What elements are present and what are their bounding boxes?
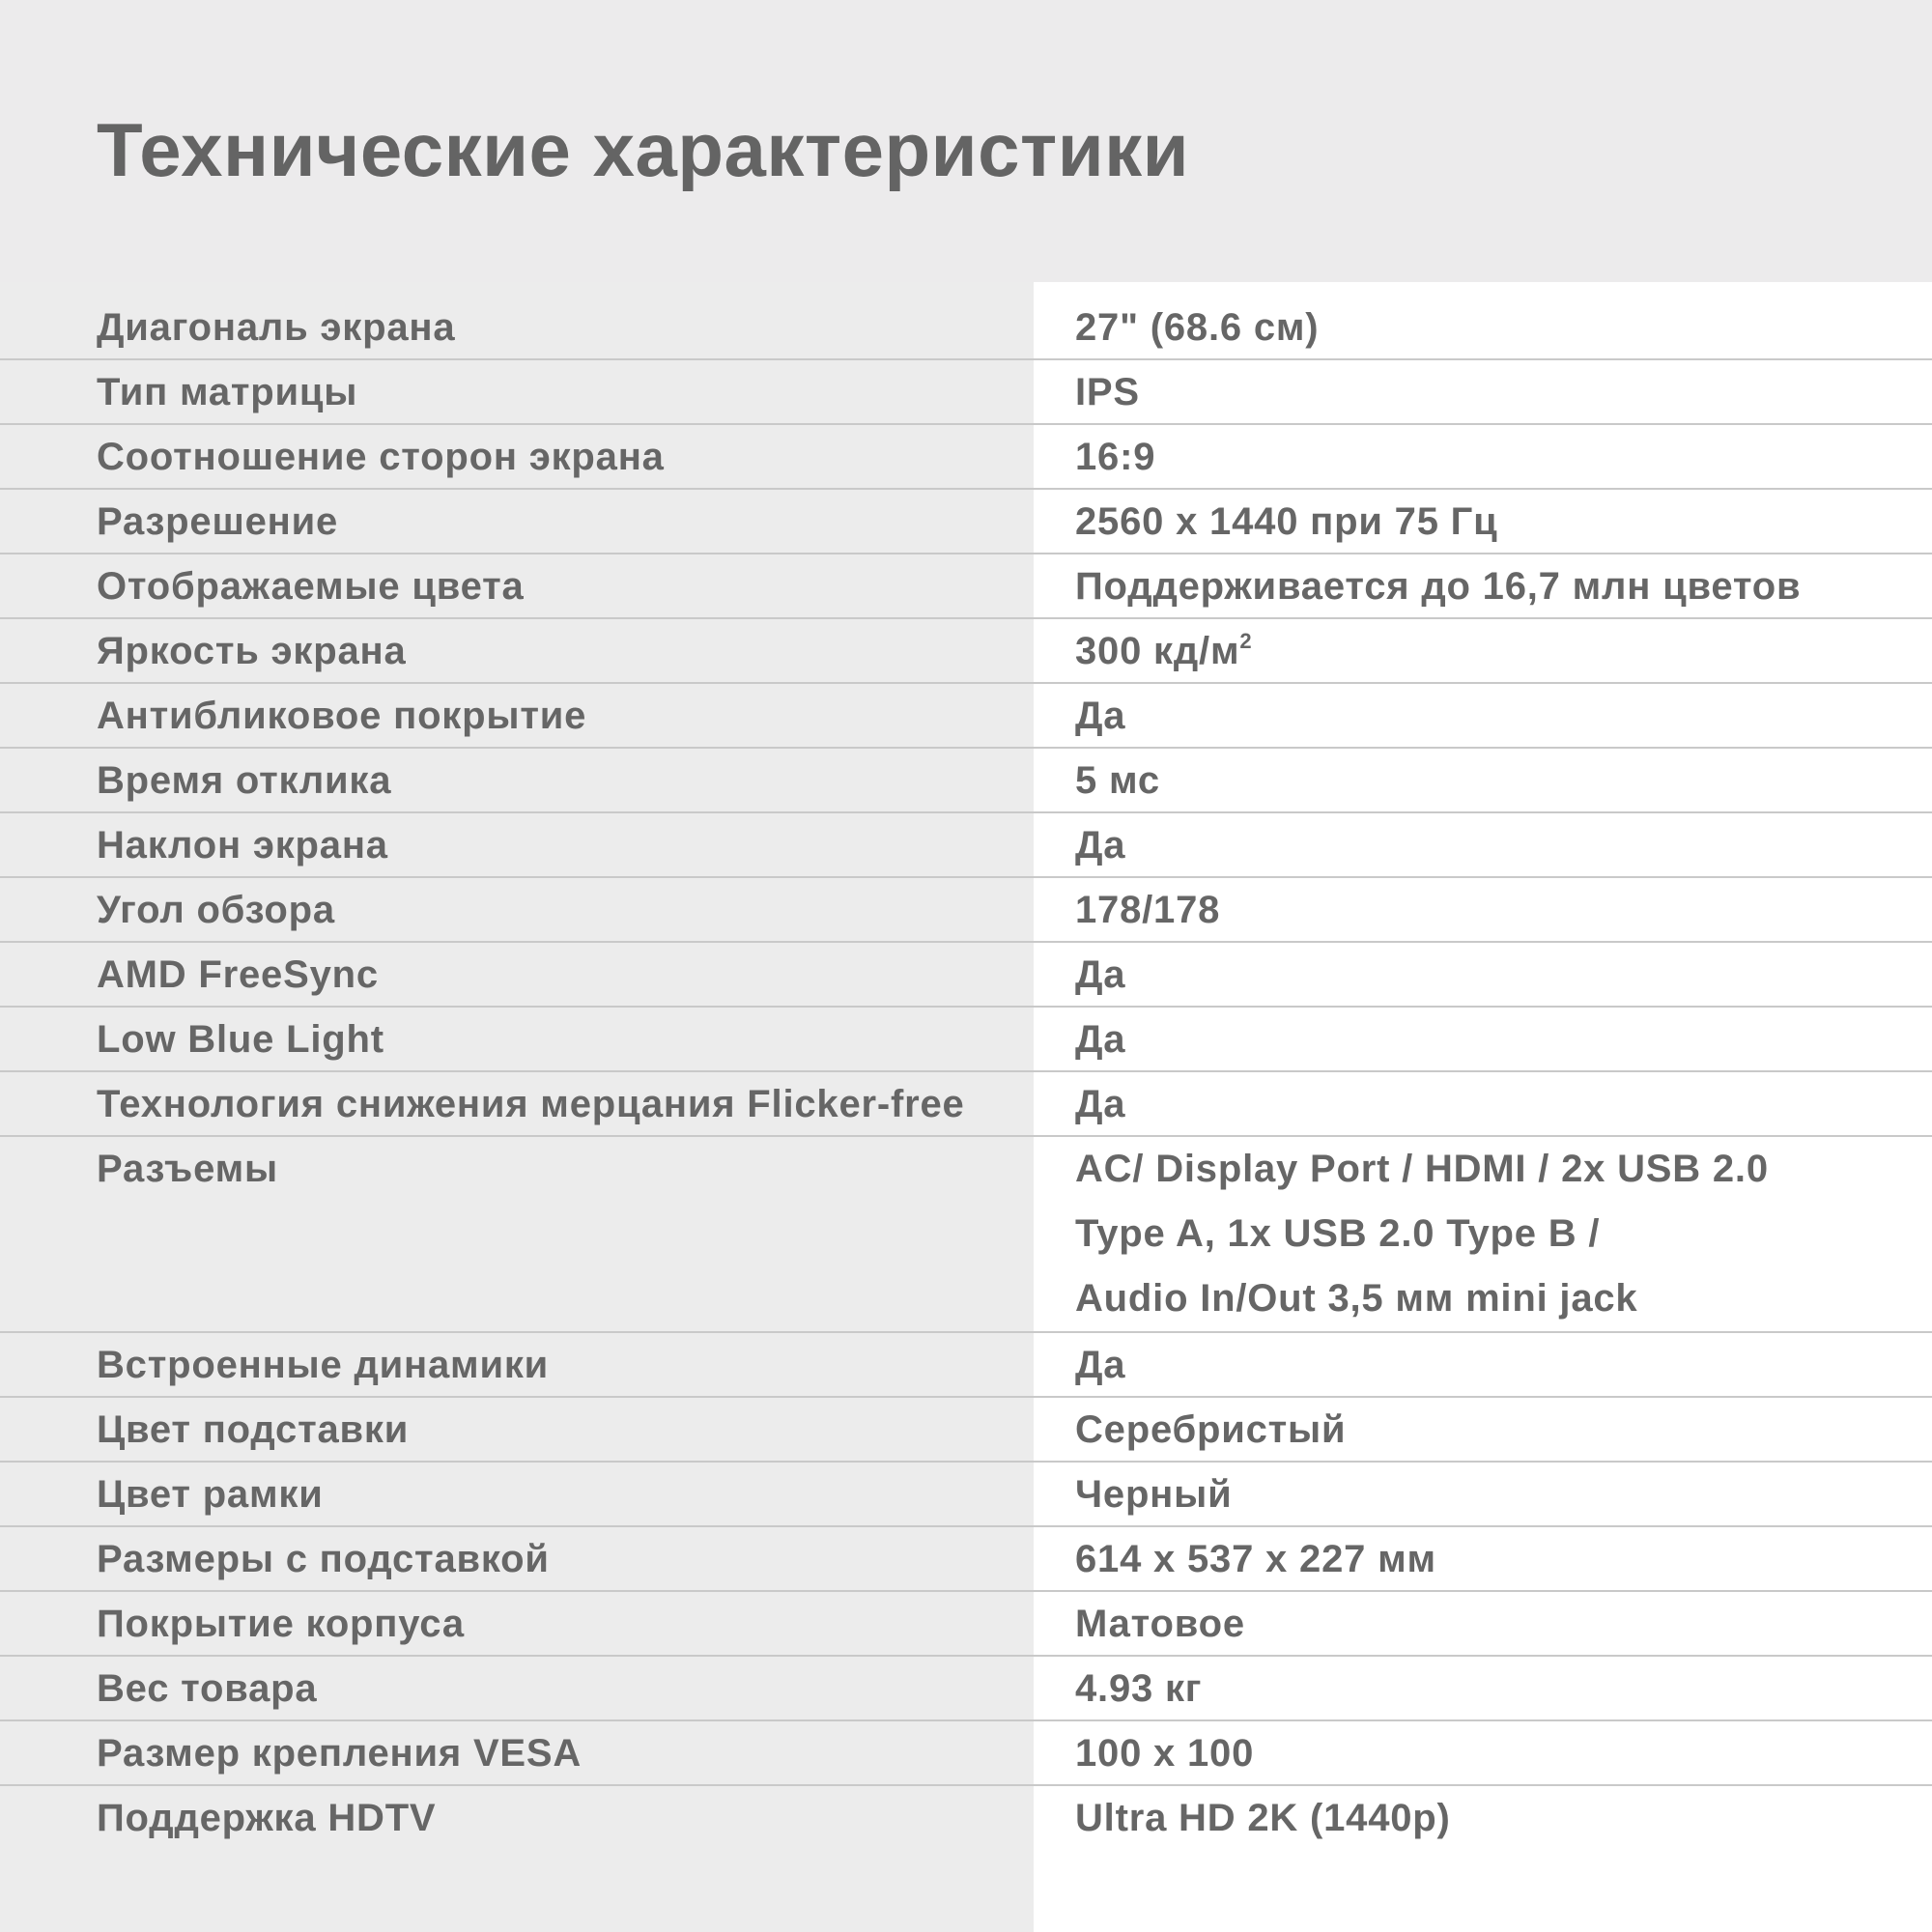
spec-value-text: 178/178 [1075,889,1221,931]
spec-row [0,1721,1932,1786]
spec-label: Low Blue Light [97,1018,384,1061]
spec-row [0,1463,1932,1527]
spec-row [0,554,1932,619]
spec-value [1075,813,1125,878]
spec-label: AMD FreeSync [97,953,379,996]
spec-value [1075,749,1160,813]
spec-value [1075,1463,1233,1527]
spec-row [0,1008,1932,1072]
spec-value-line: Audio In/Out 3,5 мм mini jack [1075,1277,1638,1320]
spec-label: Тип матрицы [97,371,358,413]
spec-value [1075,1721,1254,1786]
spec-label: Разъемы [97,1148,279,1190]
spec-label: Яркость экрана [97,630,407,672]
spec-value-text: Матовое [1075,1603,1245,1645]
spec-label: Размер крепления VESA [97,1732,582,1775]
spec-value [1075,1072,1125,1137]
spec-value-text: Черный [1075,1473,1233,1516]
spec-value-text: Ultra HD 2K (1440p) [1075,1797,1451,1839]
spec-value-text: Да [1075,1083,1126,1125]
header-band [0,0,1932,282]
spec-value [1075,296,1319,360]
spec-value [1075,878,1220,943]
spec-value [1075,1008,1125,1072]
spec-value-text: 2560 x 1440 при 75 Гц [1075,500,1498,543]
spec-row [0,813,1932,878]
spec-row [0,296,1932,360]
spec-value [1075,360,1140,425]
spec-table [0,296,1932,1851]
page-title: Технические характеристики [97,107,1190,192]
spec-row [0,425,1932,490]
spec-label: Цвет рамки [97,1473,324,1516]
spec-row [0,943,1932,1008]
spec-value [1075,554,1801,619]
spec-value-text: 16:9 [1075,436,1156,478]
spec-label: Время отклика [97,759,392,802]
spec-value-superscript: 2 [1239,629,1253,653]
spec-value [1075,684,1125,749]
spec-value [1075,943,1125,1008]
spec-row [0,1527,1932,1592]
spec-label: Технология снижения мерцания Flicker-free [97,1083,965,1125]
spec-value-text: Да [1075,824,1126,867]
spec-value-text: Поддерживается до 16,7 млн цветов [1075,565,1802,608]
spec-row [0,490,1932,554]
spec-value-text: Да [1075,953,1126,996]
spec-value-line: AC/ Display Port / HDMI / 2x USB 2.0 [1075,1148,1769,1190]
spec-value-text: 100 x 100 [1075,1732,1255,1775]
spec-value-text: IPS [1075,371,1140,413]
spec-label: Диагональ экрана [97,306,456,349]
spec-row [0,360,1932,425]
spec-label: Поддержка HDTV [97,1797,437,1839]
spec-row [0,1592,1932,1657]
spec-value [1075,1786,1451,1851]
spec-row [0,1786,1932,1851]
spec-row [0,1398,1932,1463]
spec-row [0,1137,1932,1333]
spec-value [1075,1657,1202,1721]
spec-row [0,1657,1932,1721]
spec-label: Покрытие корпуса [97,1603,465,1645]
spec-value-text: 4.93 кг [1075,1667,1203,1710]
spec-label: Антибликовое покрытие [97,695,587,737]
spec-label: Отображаемые цвета [97,565,525,608]
spec-value-text: 27" (68.6 см) [1075,306,1320,349]
spec-label: Размеры с подставкой [97,1538,550,1580]
spec-value [1075,1527,1436,1592]
spec-value-text: Серебристый [1075,1408,1347,1451]
spec-value-text: 614 x 537 x 227 мм [1075,1538,1436,1580]
spec-value-text: Да [1075,1344,1126,1386]
spec-label: Разрешение [97,500,339,543]
spec-value [1075,619,1252,684]
spec-value [1075,1398,1346,1463]
spec-value [1075,1333,1125,1398]
spec-value-text: 5 мс [1075,759,1160,802]
spec-row [0,878,1932,943]
spec-value-line: Type A, 1x USB 2.0 Type B / [1075,1212,1601,1255]
spec-label: Встроенные динамики [97,1344,550,1386]
spec-label: Цвет подставки [97,1408,410,1451]
spec-label: Наклон экрана [97,824,388,867]
spec-value [1075,1592,1245,1657]
spec-value-text: Да [1075,695,1126,737]
spec-value [1075,1137,1769,1331]
spec-label: Соотношение сторон экрана [97,436,665,478]
spec-value [1075,425,1155,490]
spec-label: Угол обзора [97,889,335,931]
spec-value-text: Да [1075,1018,1126,1061]
spec-row [0,1333,1932,1398]
spec-row [0,749,1932,813]
spec-value [1075,490,1498,554]
spec-value-text: 300 кд/м [1075,630,1240,672]
spec-row [0,1072,1932,1137]
spec-row [0,684,1932,749]
spec-label: Вес товара [97,1667,318,1710]
spec-row [0,619,1932,684]
